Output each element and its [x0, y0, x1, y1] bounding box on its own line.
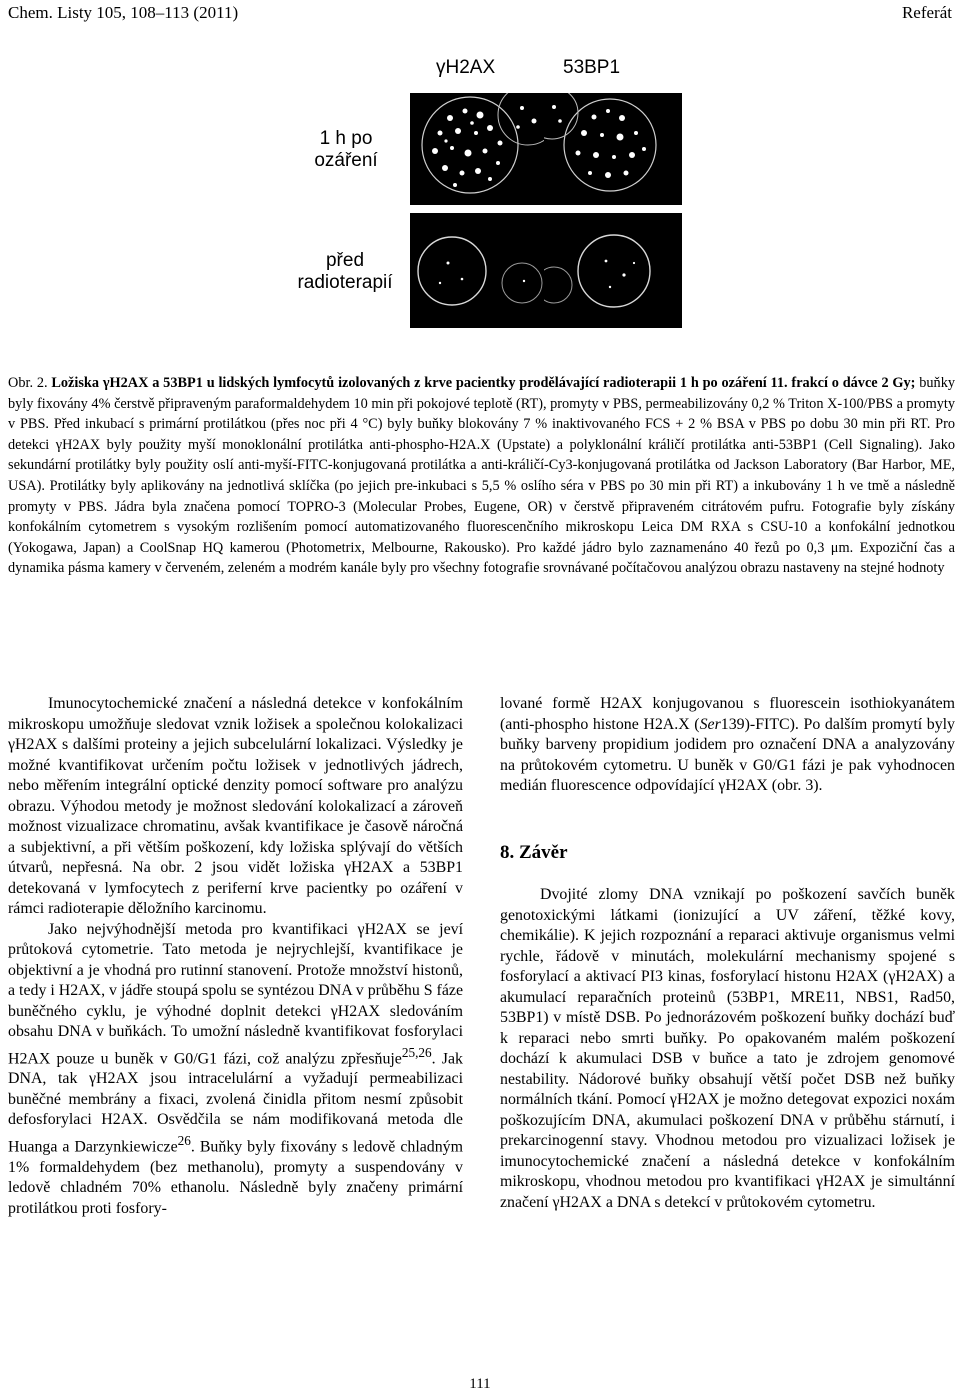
- right-p1-italic-ser: Ser: [699, 715, 721, 733]
- micrograph-gh2ax-before: [410, 213, 544, 328]
- left-p2-part-b: . Jak DNA, tak γH2AX jsou intracelulární a vyžadují permeabilizaci buněčné membrány a fixaci, zvolená činidla přitom nesmí způsobit defosforylaci H2AX. Osvědčila se nám modifikovaná metoda dle Huanga a Darzynkiewicze: [8, 1049, 463, 1156]
- caption-label: Obr. 2.: [8, 375, 48, 391]
- row-label-after-line2: ozáření: [314, 150, 378, 171]
- page-number: 111: [469, 1376, 491, 1392]
- caption-body: buňky byly fixovány 4% čerstvě připraveným paraformaldehydem 10 min při pokojové teplotě (RT), promyty v PBS, permeabilizovány 0,2 % Triton X-100/PBS a promyty v PBS. Před inkubací s primární protilátkou (přes noc při 4 °C) byly buňky blokovány 7 % inaktivovaného FCS + 2 % BSA v PBS po dobu 30 min při RT. Pro detekci γH2AX byly použity myší monoklonální protilátka anti-phospho-H2A.X (Upstate) a polyklonální králičí protilátka anti-53BP1 (Cell Signaling). Jako sekundární protilátky byly použity oslí anti-myší-FITC-konjugovaná protilátka a anti-králičí-Cy3-konjugovaná protilátka od Jackson Laboratory (Bar Harbor, ME, USA). Protilátky byly aplikovány na jednotlivá sklíčka (po jejich pre-inkubaci s 5,5 % oslího séra v PBS po 30 min při RT) a inkubovány 1 h ve tmě a následně promyty v PBS. Jádra byla značena pomocí TOPRO-3 (Molecular Probes, Eugene, OR) v čerstvě připraveném citrátovém pufru. Fotografie byly získány konfokálním cytometrem s vysokým rozlišením pomocí automatizovaného fluorescenčního mikroskopu Leica DM RXA s CSU-10 a konfokální jednotkou (Yokogawa, Japan) a CoolSnap HQ kamerou (Photometrix, Melbourne, Rakousko). Pro každé jádro bylo zaznamenáno 40 řezů po 0,3 μm. Expoziční čas a dynamika pásma kamery v červeném, zeleném a modrém kanále byly pro všechny fotografie srovnávané počítačovou analýzou obrazu nastaveny na stejné hodnoty: [8, 375, 955, 577]
- left-p2-part-a: Jako nejvýhodnější metoda pro kvantifikaci γH2AX se jeví průtoková cytometrie. Tato metoda je nejrychlejší, kvantifikace je objektivní a je vhodná pro rutinní stanovení. Protože množství histonů, a tedy i H2AX, v jádře stoupá spolu se syntézou DNA v průběhu S fáze buněčného cyklu, je výhodné doplnit detekci γH2AX sledováním obsahu DNA v buňkách. To umožní následně kvantifikovat fosforylaci H2AX pouze u buněk v G0/G1 fázi, což analýzu zpřesňuje: [8, 920, 463, 1067]
- micrograph-gh2ax-after: [410, 93, 544, 205]
- right-p1-part-a: lované formě H2AX konjugovanou s fluorescein isothiokyanátem (anti-phospho histone H2A.X (: [500, 695, 955, 733]
- right-paragraph-2: Dvojité zlomy DNA vznikají po poškození savčích buněk genotoxickými látkami (ionizující a UV záření, těžké kovy, chemikálie). K jejich rozpoznání a reparaci aktivuje organismus velmi rychle, řádově v minutách, molekulární mechanismy spojené s fosforylací a aktivací PI3 kinas, fosforylací histonu H2AX (γH2AX) a akumulací reparačních proteinů (53BP1, MRE11, NBS1, Rad50, 53BP1) v místě DSB. Po jednorázovém poškození buňky dochází buď k reparaci nebo smrti buňky. Po opakovaném malém poškození dochází k akumulaci DSB v buňce a tato je zdrojem genomové nestability. Nádorové buňky obsahují větší počet DSB než buňky normálních tkání. Pomocí γH2AX je možno detegovat expozici noxám poškozujícím DNA, akumulaci poškození DNA v průběhu stárnutí, i prekarcinogenní stavy. Vhodnou metodou pro vizualizaci ložisek je imunocytochemické značení a následná detekce v konfokálním mikroskopu, vhodnou metodou pro kvantifikaci γH2AX je simultánní značení γH2AX a DNA s detekcí v průtokovém cytometru.: [500, 886, 955, 1211]
- caption-title: Ložiska γH2AX a 53BP1 u lidských lymfocytů izolovaných z krve pacientky prodělávající radioterapii 1 h po ozáření 11. frakcí o dávce 2 Gy;: [51, 375, 916, 391]
- right-paragraph-1: [500, 694, 955, 797]
- col-label-53bp1: 53BP1: [563, 57, 621, 78]
- figure-caption: [8, 373, 955, 579]
- journal-citation: Chem. Listy 105, 108–113 (2011): [8, 3, 239, 22]
- running-header: [0, 0, 960, 30]
- section-label: Referát: [901, 3, 952, 22]
- row-label-before-line2: radioterapií: [297, 272, 393, 293]
- left-p2-part-c: . Buňky byly fixovány s ledově chladným 1% formaldehydem (bez methanolu), promyty a suspendovány v ledově chladném 70% ethanolu. Následně byly značeny primární protilátkou proti fosfory-: [8, 1138, 463, 1217]
- col-label-gh2ax: γH2AX: [436, 57, 496, 78]
- section-heading-conclusion: 8. Závěr: [500, 841, 568, 863]
- row-label-before-line1: před: [325, 250, 365, 271]
- left-column: [8, 694, 463, 1219]
- row-label-before: [288, 250, 402, 294]
- micrograph-53bp1-before: [544, 213, 682, 328]
- left-paragraph-1: Imunocytochemické značení a následná detekce v konfokálním mikroskopu umožňuje sledovat vznik ložisek a společnou kolokalizaci γH2AX s dalšími proteiny a jejich subcelulární lokalizaci. Výsledky je možné kvantifikovat určením počtu ložisek v jednotlivých jádrech, nebo měřením integrální optické denzity pomocí software pro analýzu obrazu. Výhodou metody je možnost sledování kolokalizací a zároveň možnost vizualizace chromatinu, avšak kvantifikace je časově náročná a subjektivní, a při větším poškození, kdy ložiska splývají do větších útvarů, nepřesná. Na obr. 2 jsou vidět ložiska γH2AX a 53BP1 detekovaná v lymfocytech z periferní krve pacientky po ozáření v rámci radioterapie děložního karcinomu.: [8, 695, 463, 917]
- citation-26: 26: [177, 1132, 191, 1148]
- row-label-after: [296, 128, 396, 172]
- right-column: [500, 694, 955, 1213]
- left-paragraph-2: [8, 920, 463, 1220]
- micrograph-53bp1-after: [544, 93, 682, 205]
- right-p1-part-b: 139)-FITC). Po dalším promytí byly buňky barveny propidium jodidem pro označení DNA a analyzovány na průtokovém cytometru. U buněk v G0/G1 fázi je pak vyhodnocen medián fluorescence odpovídající γH2AX (obr. 3).: [500, 715, 955, 794]
- citation-25-26: 25,26: [401, 1044, 432, 1060]
- row-label-after-line1: 1 h po: [319, 128, 373, 149]
